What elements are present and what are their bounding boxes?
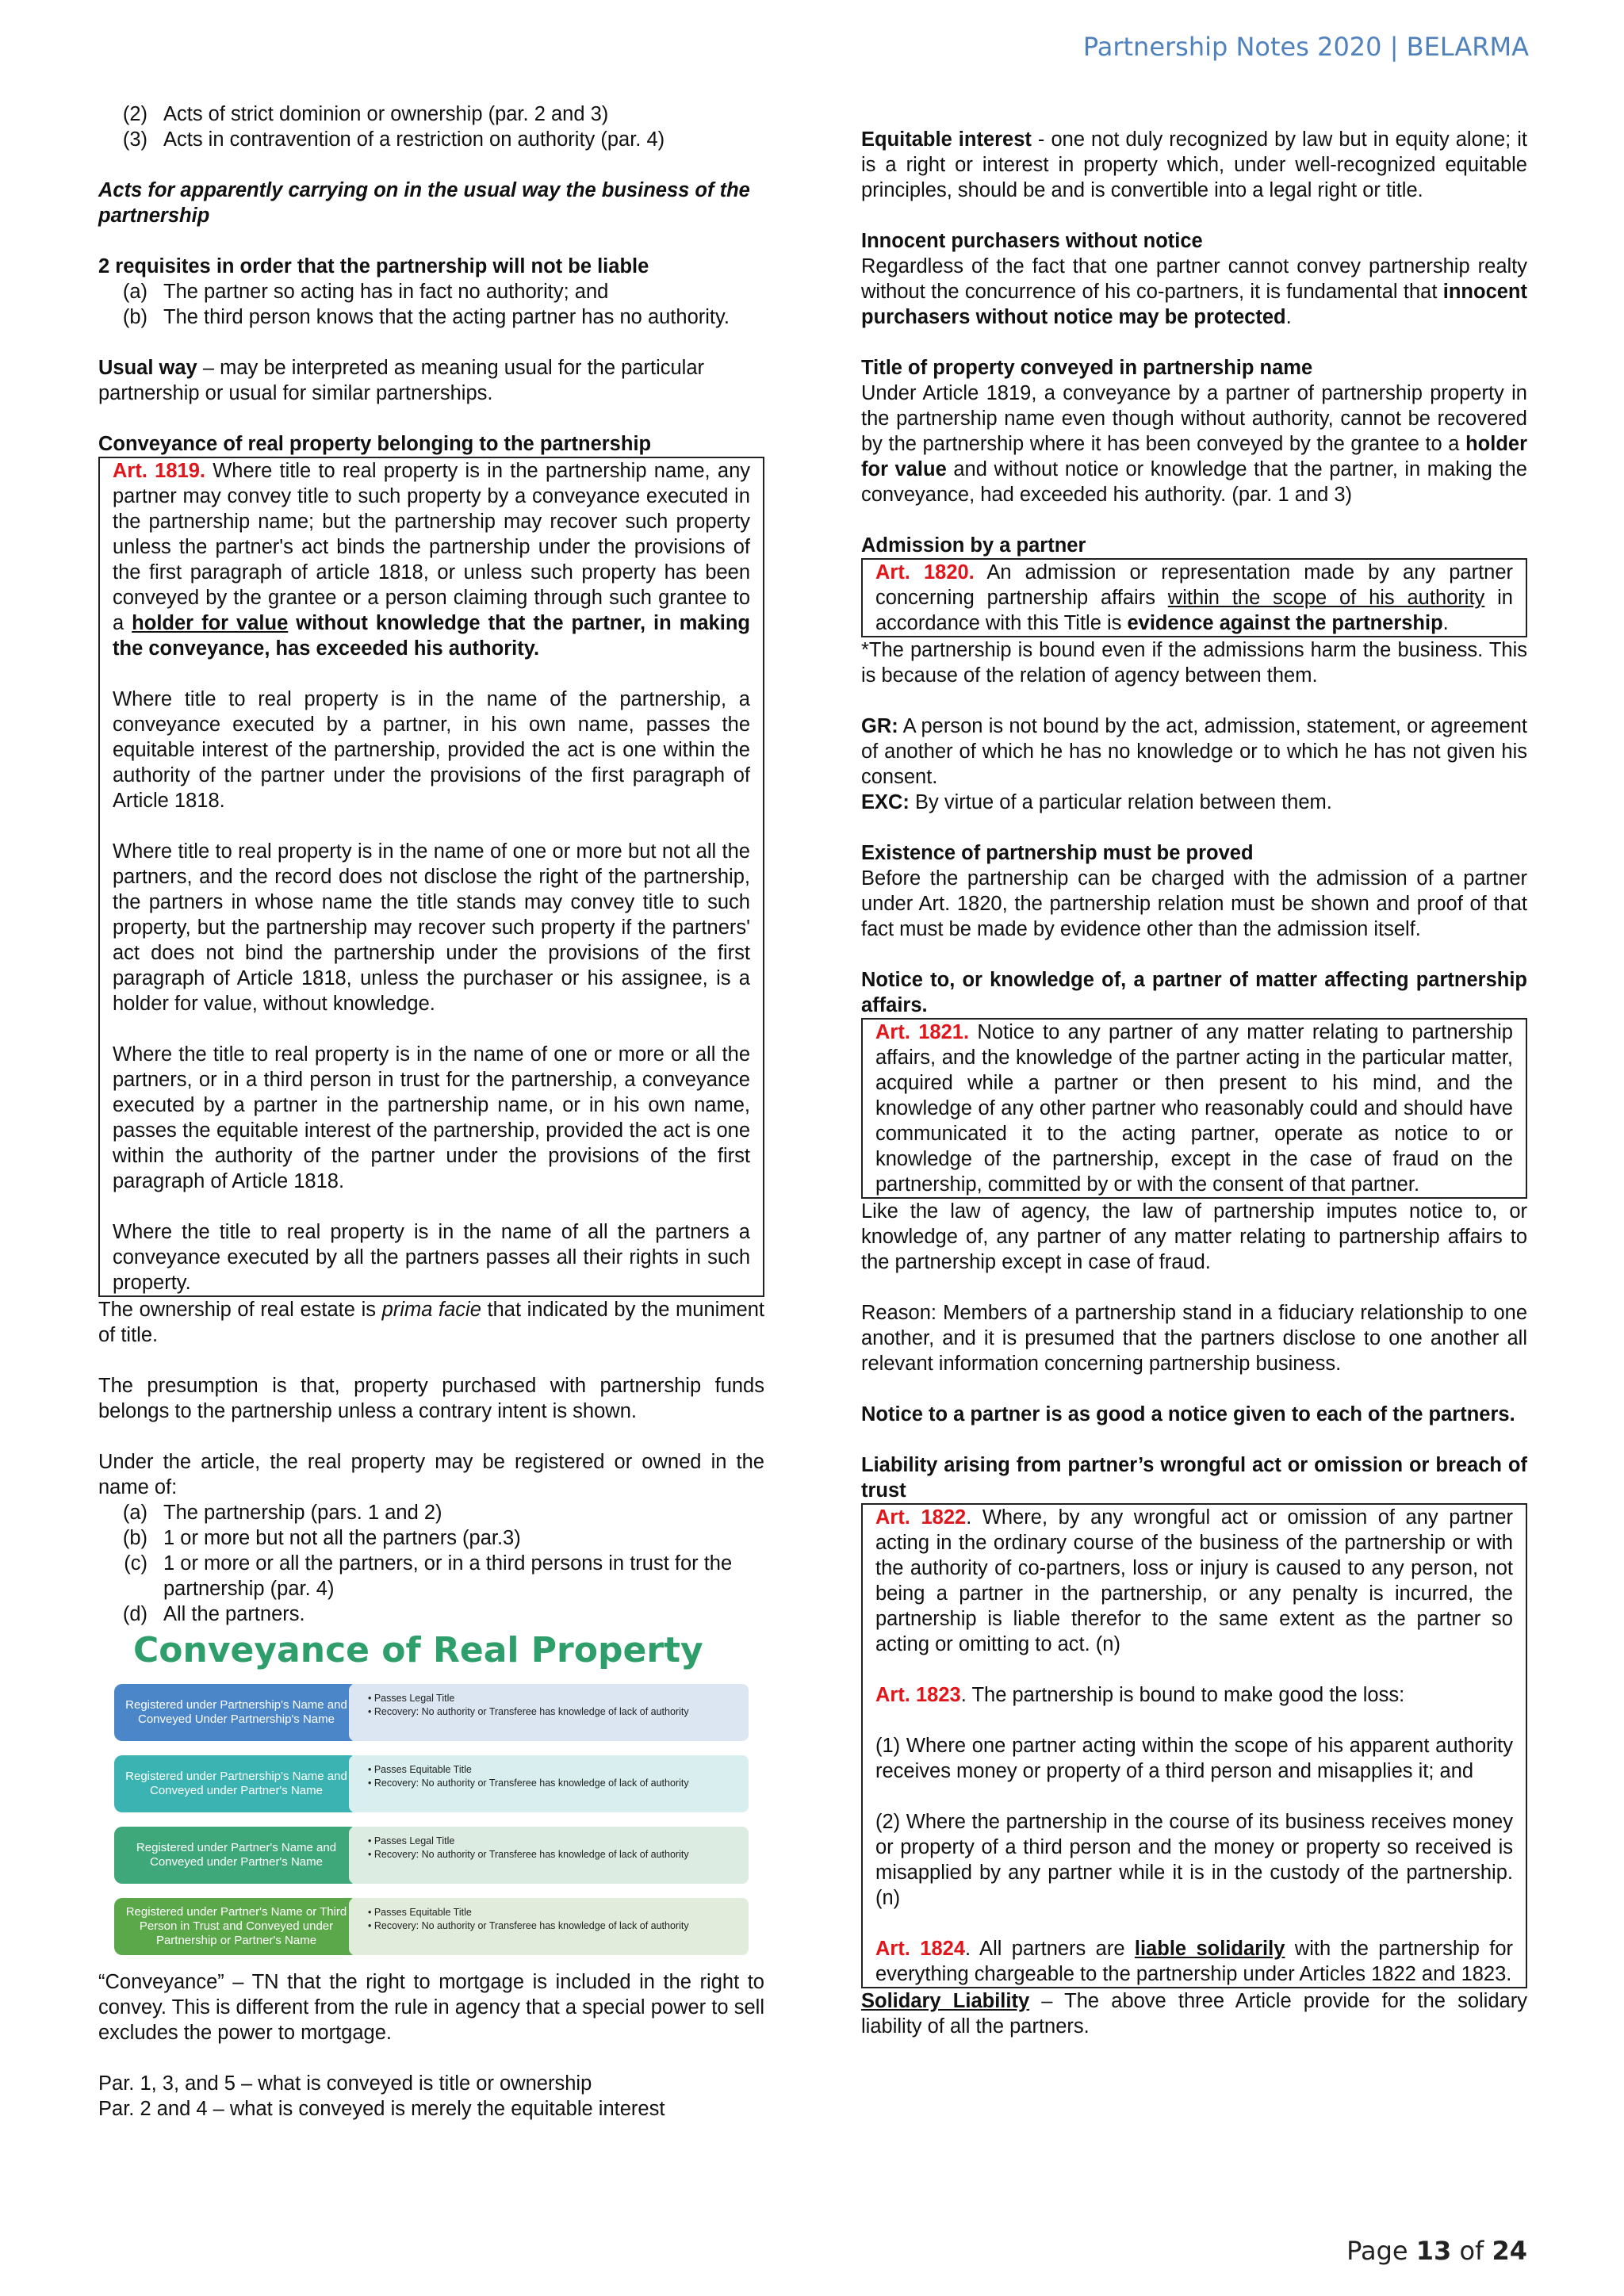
text: Notice to any partner of any matter relating to partnership affairs, and the knowledge of the partner acting in the particular matter, acquired while a partner or then present to his mind, and the knowledge of any other partner who reasonably could and should have communicated it to the acting partner, operate as notice to or knowledge of the partnership, except in the case of fraud on the partnership, committed by or with the consent of that partner. xyxy=(875,1021,1513,1196)
art-1823-text xyxy=(875,1682,1513,1708)
art-1824-text xyxy=(875,1936,1513,1987)
art-1819-box xyxy=(98,457,764,1297)
text: An admission or representation made by any partner concerning partnership affairs xyxy=(875,561,1514,609)
solidary-paragraph xyxy=(861,1988,1527,2039)
conveyance-heading: Conveyance of real property belonging to the partnership xyxy=(98,433,652,455)
holder-for-value: holder for value xyxy=(132,612,289,634)
diagram-row-detail xyxy=(349,1755,749,1812)
page-header: Partnership Notes 2020 | BELARMA xyxy=(1082,32,1529,62)
names-list xyxy=(98,1500,764,1627)
art-1819-p1 xyxy=(113,458,750,661)
bullet: • Recovery: No authority or Transferee has knowledge of lack of authority xyxy=(368,1849,689,1860)
left-column xyxy=(98,101,764,2122)
art-1819-p2: Where title to real property is in the name of the partnership, a conveyance executed by a partner, in his own name, passes the equitable interest of the partnership, provided the act is one within the authority of the partner under the provisions of the first paragraph of Article 1818. xyxy=(113,688,750,812)
ownership-paragraph xyxy=(98,1297,764,1348)
diagram-title: Conveyance of Real Property xyxy=(133,1630,703,1670)
text: Under Article 1819, a conveyance by a partner of partnership property in the partnership name even though without authority, cannot be recovered by the partnership where it has been conveyed by the grantee to a xyxy=(861,382,1527,455)
diagram-row-label: Registered under Partnership's Name and Conveyed Under Partnership's Name xyxy=(114,1684,358,1741)
bullet: • Recovery: No authority or Transferee has knowledge of lack of authority xyxy=(368,1706,689,1717)
notice-good-heading: Notice to a partner is as good a notice given to each of the partners. xyxy=(861,1403,1515,1425)
list-marker: (3) xyxy=(122,128,147,151)
page-word: Page xyxy=(1346,2236,1416,2266)
existence-paragraph: Before the partnership can be charged with the admission of a partner under Art. 1820, the partnership relation must be shown and proof of that fact must be made by evidence other than the admission itself. xyxy=(861,867,1527,940)
gr-paragraph xyxy=(861,714,1527,790)
liable-solidarily: liable solidarily xyxy=(1134,1938,1285,1960)
list-text: 1 or more but not all the partners (par.3) xyxy=(163,1527,521,1549)
exc-label: EXC: xyxy=(861,791,910,813)
text: The ownership of real estate is xyxy=(98,1299,382,1321)
diagram-row-detail xyxy=(349,1684,749,1741)
article-label: Art. 1824 xyxy=(875,1938,966,1960)
diagram-row-label: Registered under Partnership's Name and Conveyed under Partner's Name xyxy=(114,1755,358,1812)
diagram-row xyxy=(114,1684,749,1741)
usual-way-paragraph xyxy=(98,355,764,406)
diagram-row xyxy=(114,1827,749,1884)
art-1819-p5: Where the title to real property is in the name of all the partners a conveyance executed by all the partners passes all their rights in such property. xyxy=(113,1221,750,1294)
diagram-row-detail xyxy=(349,1898,749,1955)
list-item xyxy=(98,1500,764,1525)
innocent-heading: Innocent purchasers without notice xyxy=(861,230,1203,252)
under-article-paragraph: Under the article, the real property may be registered or owned in the name of: xyxy=(98,1451,764,1498)
art-1821-text xyxy=(875,1020,1513,1197)
top-list xyxy=(98,101,764,152)
reason-paragraph: Reason: Members of a partnership stand in a fiduciary relationship to one another, and it is presumed that the partners disclose to one another all relevant information concerning partnership business. xyxy=(861,1302,1527,1375)
art-1819-p3: Where title to real property is in the name of one or more but not all the partners, and the record does not disclose the right of the partnership, the partners in whose name the title stands may convey title to such property, but the partnership may recover such property if the partners' act does not bind the partnership under the provisions of the first paragraph of Article 1818, unless the purchaser or his assignee, is a holder for value, without knowledge. xyxy=(113,840,750,1015)
exc-paragraph xyxy=(861,790,1527,815)
innocent-paragraph xyxy=(861,254,1527,330)
bullet: • Recovery: No authority or Transferee has knowledge of lack of authority xyxy=(368,1777,689,1789)
current-page: 13 xyxy=(1415,2236,1452,2266)
text: A person is not bound by the act, admission, statement, or agreement of another of which he has no knowledge or to which he has not given his consent. xyxy=(861,715,1527,788)
right-column xyxy=(861,127,1527,2039)
underlined-text: within the scope of his authority xyxy=(1167,587,1485,609)
title-paragraph xyxy=(861,381,1527,507)
prima-facie: prima facie xyxy=(381,1299,481,1321)
article-label: Art. 1821. xyxy=(875,1021,970,1043)
art-1820-text xyxy=(875,560,1513,636)
total-pages: 24 xyxy=(1492,2236,1527,2266)
of-word: of xyxy=(1451,2236,1492,2266)
text: Where title to real property is in the partnership name, any partner may convey title to such property by a conveyance executed in the partnership name; but the partnership may recover such property unless the partner's act binds the partnership under the provisions of the first paragraph of article 1818, or unless such property has been conveyed by the grantee or a person claiming through such grantee to a xyxy=(113,460,750,634)
art-1823-p2: (2) Where the partnership in the course of its business receives money or property of a third person and the money or property so received is misapplied by any partner while it is in the custody of the partnership. (n) xyxy=(875,1811,1513,1909)
bold-text: holder for value xyxy=(861,433,1527,480)
list-marker: (b) xyxy=(122,306,147,328)
bold-text: without knowledge that the partner, in making the conveyance, has exceeded his authority. xyxy=(113,612,750,660)
list-text: Acts in contravention of a restriction on authority (par. 4) xyxy=(163,128,665,151)
list-text: The partner so acting has in fact no authority; and xyxy=(163,281,609,303)
list-marker: (2) xyxy=(122,103,147,125)
equitable-paragraph xyxy=(861,127,1527,203)
text: and without notice or knowledge that the partner, in making the conveyance, had exceeded his authority. (par. 1 and 3) xyxy=(861,458,1527,506)
list-item xyxy=(98,1525,764,1551)
conveyance-note: “Conveyance” – TN that the right to mortgage is included in the right to convey. This is different from the rule in agency that a special power to sell excludes the power to mortgage. xyxy=(98,1971,764,2044)
list-marker: (a) xyxy=(122,1502,147,1524)
list-item xyxy=(98,127,764,152)
diagram-row-detail xyxy=(349,1827,749,1884)
list-item xyxy=(98,101,764,127)
bold-text: innocent purchasers without notice may be protected xyxy=(861,281,1527,328)
article-label: Art. 1819. xyxy=(113,460,205,482)
bullet: • Passes Equitable Title xyxy=(368,1764,472,1775)
bullet: • Passes Legal Title xyxy=(368,1693,455,1704)
title-heading: Title of property conveyed in partnership name xyxy=(861,357,1313,379)
bound-note: *The partnership is bound even if the admissions harm the business. This is because of the relation of agency between them. xyxy=(861,639,1527,687)
bold-text: evidence against the partnership xyxy=(1127,612,1443,634)
bullet: • Passes Equitable Title xyxy=(368,1907,472,1918)
text: with the partnership for everything chargeable to the partnership under Articles 1822 and 1823. xyxy=(875,1938,1514,1985)
text: By virtue of a particular relation between them. xyxy=(909,791,1332,813)
list-marker: (b) xyxy=(122,1527,147,1549)
notice-heading: Notice to, or knowledge of, a partner of matter affecting partnership affairs. xyxy=(861,969,1527,1016)
art-1823-p1: (1) Where one partner acting within the scope of his apparent authority receives money or property of a third person and misapplies it; and xyxy=(875,1735,1513,1782)
requisites-heading: 2 requisites in order that the partnership will not be liable xyxy=(98,255,649,277)
text: . Where, by any wrongful act or omission of any partner acting in the ordinary course of the business of the partnership or with the authority of co-partners, loss or injury is caused to any person, not being a partner in the partnership, or any penalty is incurred, the partnership is liable therefor to the same extent as the partner so acting or omitting to act. (n) xyxy=(875,1506,1513,1655)
list-item xyxy=(98,279,764,304)
gr-label: GR: xyxy=(861,715,898,737)
equitable-term: Equitable interest xyxy=(861,128,1032,151)
solidary-term: Solidary Liability xyxy=(861,1990,1030,2012)
diagram-row-label: Registered under Partner's Name or Third Person in Trust and Conveyed under Partnership or Partner's Name xyxy=(114,1898,358,1955)
text: . All partners are xyxy=(965,1938,1135,1960)
agency-paragraph: Like the law of agency, the law of partnership imputes notice to, or knowledge of, any partner of any matter relating to partnership affairs to the partnership except in case of fraud. xyxy=(861,1200,1527,1273)
presumption-paragraph: The presumption is that, property purchased with partnership funds belongs to the partnership unless a contrary intent is shown. xyxy=(98,1375,764,1422)
text: . xyxy=(1442,612,1449,634)
article-label: Art. 1820. xyxy=(875,561,975,584)
usual-heading: Acts for apparently carrying on in the usual way the business of the partnership xyxy=(98,179,750,227)
par-135: Par. 1, 3, and 5 – what is conveyed is title or ownership xyxy=(98,2072,592,2095)
text: that indicated by the muniment of title. xyxy=(98,1299,764,1346)
article-label: Art. 1823 xyxy=(875,1684,961,1706)
bullet: • Passes Legal Title xyxy=(368,1835,455,1846)
usual-way-text: – may be interpreted as meaning usual for the particular partnership or usual for similar partnerships. xyxy=(98,357,705,404)
list-marker: (d) xyxy=(122,1603,147,1625)
usual-way-term: Usual way xyxy=(98,357,197,379)
text: . xyxy=(1285,306,1292,328)
text: Regardless of the fact that one partner cannot convey partnership realty without the concurrence of his co-partners, it is fundamental that xyxy=(861,255,1527,303)
list-item xyxy=(98,304,764,330)
art-1820-box xyxy=(861,558,1527,637)
requisites-list xyxy=(98,279,764,330)
list-text: 1 or more or all the partners, or in a third persons in trust for the partnership (par. 4) xyxy=(163,1552,733,1600)
text: . The partnership is bound to make good the loss: xyxy=(960,1684,1405,1706)
list-text: The third person knows that the acting partner has no authority. xyxy=(163,306,730,328)
diagram-row xyxy=(114,1755,749,1812)
text: - one not duly recognized by law but in equity alone; it is a right or interest in property which, under well-recognized equitable principles, should be and is convertible into a legal right or title. xyxy=(861,128,1527,201)
list-marker: (c) xyxy=(124,1552,147,1575)
diagram-row-label: Registered under Partner's Name and Conveyed under Partner's Name xyxy=(114,1827,358,1884)
text: – The above three Article provide for the solidary liability of all the partners. xyxy=(861,1990,1527,2038)
diagram-row xyxy=(114,1898,749,1955)
par-24: Par. 2 and 4 – what is conveyed is merely the equitable interest xyxy=(98,2098,665,2120)
art-1822-text xyxy=(875,1505,1513,1657)
text: in accordance with this Title is xyxy=(875,587,1513,634)
art-1822-1824-box xyxy=(861,1503,1527,1988)
list-item xyxy=(98,1601,764,1627)
list-text: Acts of strict dominion or ownership (par. 2 and 3) xyxy=(163,103,609,125)
art-1821-box xyxy=(861,1018,1527,1199)
list-marker: (a) xyxy=(122,281,147,303)
admission-heading: Admission by a partner xyxy=(861,534,1086,557)
liability-heading: Liability arising from partner’s wrongful act or omission or breach of trust xyxy=(861,1454,1527,1502)
list-item xyxy=(98,1551,764,1601)
page-number xyxy=(1346,2236,1527,2266)
bullet: • Recovery: No authority or Transferee has knowledge of lack of authority xyxy=(368,1920,689,1931)
existence-heading: Existence of partnership must be proved xyxy=(861,842,1254,864)
list-text: The partnership (pars. 1 and 2) xyxy=(163,1502,442,1524)
list-text: All the partners. xyxy=(163,1603,305,1625)
article-label: Art. 1822 xyxy=(875,1506,967,1529)
conveyance-diagram xyxy=(114,1630,749,1955)
art-1819-p4: Where the title to real property is in the name of one or more or all the partners, or in a third person in trust for the partnership, a conveyance executed by a partner in the partnership name, or in his own name, passes the equitable interest of the partnership, provided the act is one within the authority of the partner under the provisions of the first paragraph of Article 1818. xyxy=(113,1043,750,1192)
